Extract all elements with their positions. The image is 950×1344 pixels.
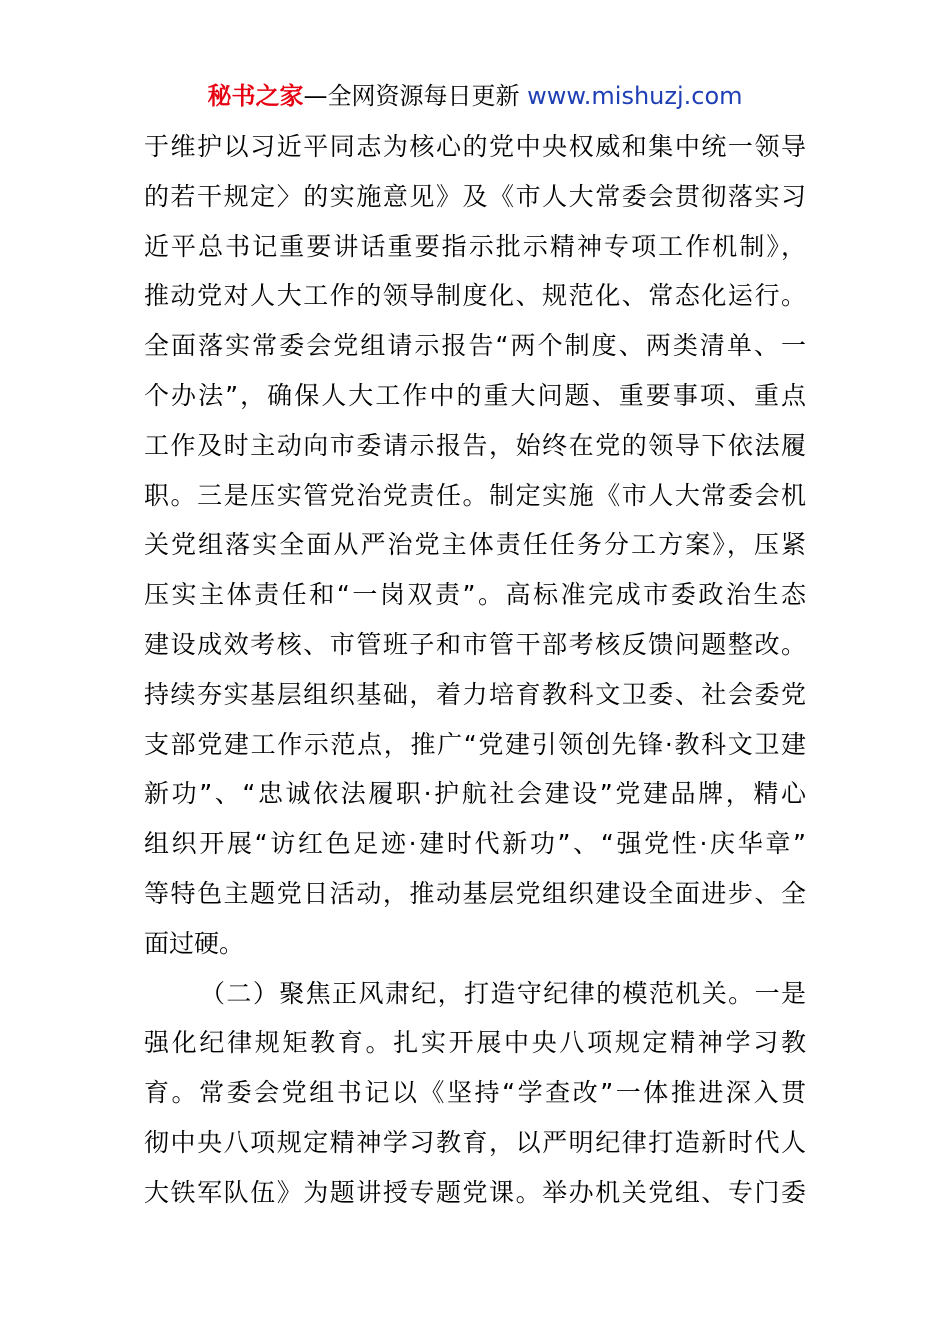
text-line: 育。常委会党组书记以《坚持“学查改”一体推进深入贯 (144, 1078, 806, 1108)
text-line: 等特色主题党日活动，推动基层党组织建设全面进步、全 (144, 879, 806, 908)
text-line: 新功”、“忠诚依法履职·护航社会建设”党建品牌，精心 (144, 779, 806, 809)
text-line: （二）聚焦正风肃纪，打造守纪律的模范机关。一是 (200, 978, 806, 1008)
text-line: 推动党对人大工作的领导制度化、规范化、常态化运行。 (144, 281, 806, 311)
text-line: 面过硬。 (144, 928, 245, 958)
text-line: 彻中央八项规定精神学习教育，以严明纪律打造新时代人 (144, 1128, 806, 1157)
text-line: 压实主体责任和“一岗双责”。高标准完成市委政治生态 (144, 580, 806, 610)
text-line: 的若干规定〉的实施意见》及《市人大常委会贯彻落实习 (144, 181, 806, 211)
text-line: 近平总书记重要讲话重要指示批示精神专项工作机制》， (144, 231, 806, 261)
site-tagline: —全网资源每日更新 (303, 82, 528, 110)
text-line: 工作及时主动向市委请示报告，始终在党的领导下依法履 (144, 430, 806, 460)
text-line: 个办法”，确保人大工作中的重大问题、重要事项、重点 (144, 381, 806, 410)
text-line: 大铁军队伍》为题讲授专题党课。举办机关党组、专门委 (144, 1177, 806, 1207)
text-line: 职。三是压实管党治党责任。制定实施《市人大常委会机 (144, 480, 806, 510)
text-line: 组织开展“访红色足迹·建时代新功”、“强党性·庆华章” (144, 829, 806, 859)
text-line: 于维护以习近平同志为核心的党中央权威和集中统一领导 (144, 132, 806, 161)
text-line: 全面落实常委会党组请示报告“两个制度、两类清单、一 (144, 331, 806, 361)
watermark-header (0, 78, 950, 114)
text-line: 强化纪律规矩教育。扎实开展中央八项规定精神学习教 (144, 1028, 806, 1058)
text-line: 关党组落实全面从严治党主体责任任务分工方案》，压紧 (144, 530, 806, 560)
site-url[interactable]: www.mishuzj.com (527, 82, 743, 110)
text-line: 持续夯实基层组织基础，着力培育教科文卫委、社会委党 (144, 679, 806, 709)
text-line: 支部党建工作示范点，推广“党建引领创先锋·教科文卫建 (144, 729, 806, 759)
text-line: 建设成效考核、市管班子和市管干部考核反馈问题整改。 (144, 630, 806, 659)
site-brand: 秘书之家 (207, 82, 304, 110)
